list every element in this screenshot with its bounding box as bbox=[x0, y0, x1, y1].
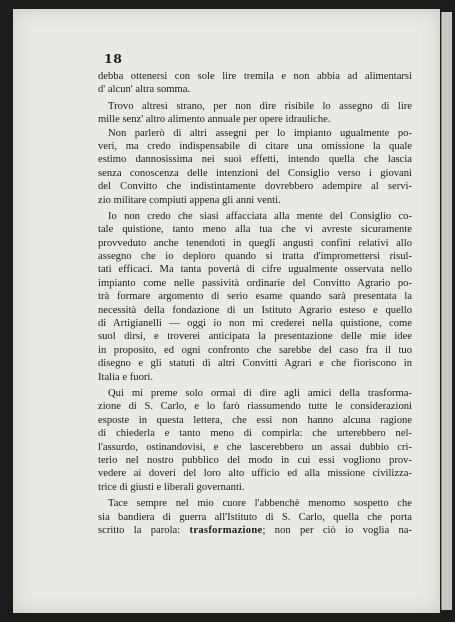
text-line: zio militare compiuti appena gli anni venti. bbox=[98, 194, 281, 206]
text-line-start: scritto la parola: bbox=[98, 524, 190, 536]
text-line-end: ; non per ciò io voglia na- bbox=[262, 524, 412, 536]
text-line: debba ottenersi con sole lire tremila e non abbia ad alimentarsi bbox=[98, 71, 412, 82]
text-line: di Artigianelli — oggi io non mi crederei nella quistione, come bbox=[98, 318, 412, 330]
text-line: trà formare argomento di serio esame quando sarà presentata la bbox=[98, 291, 412, 303]
text-line: di chiederla e tanto meno di compirla: che urterebbero nel- bbox=[98, 428, 412, 440]
text-line: vedere ai doveri del loro alto ufficio ed alla missione civilizza- bbox=[98, 468, 412, 480]
text-line: l'assurdo, ostinandovisi, e che lascerebbero un assai dubbio cri- bbox=[98, 441, 412, 453]
text-line: esposte in questa lettera, che essi non hanno alcuna ragione bbox=[98, 414, 412, 426]
text-line: mille senz' altro alimento annuale per opere idrauliche. bbox=[98, 114, 331, 126]
text-line: suol dirsi, e troverei anticipata la presentazione delle mie idee bbox=[98, 331, 412, 343]
text-line: in proposito, ed ogni confronto che sarebbe del caso fra il tuo bbox=[98, 344, 412, 356]
emphasized-word: trasformazione bbox=[189, 524, 263, 536]
page-edge bbox=[441, 12, 452, 610]
text-line: Tace sempre nel mio cuore l'abbenchè menomo sospetto che bbox=[108, 498, 412, 510]
text-line: tale quistione, tanto meno alla tua che vi avreste sicuramente bbox=[98, 224, 412, 236]
text-line: provveduto anche tenendoti in quegli angusti confini relativi allo bbox=[98, 237, 412, 249]
text-line: Non parlerò di altri assegni per lo impianto ugualmente po- bbox=[108, 127, 412, 139]
text-line: necessità della fondazione di un Istituto Agrario esteso e quello bbox=[98, 304, 412, 316]
text-line: estimo dannosissima nei suoi effetti, intendo quella che lascia bbox=[98, 154, 412, 166]
page-number: 18 bbox=[104, 51, 123, 66]
text-line: zione di S. Carlo, e lo farò riassumendo tutte le considerazioni bbox=[98, 401, 412, 413]
text-line: impianto come nelle passività ordinarie del Convitto Agrario po- bbox=[98, 277, 412, 289]
text-line: trice di giusti e liberali governanti. bbox=[98, 481, 245, 493]
text-line: Trovo altresì strano, per non dire risibile lo assegno di lire bbox=[108, 100, 412, 112]
body-text bbox=[98, 70, 412, 537]
text-line: tati efficaci. Ma tanta povertà di cifre ugualmente osservata nello bbox=[98, 264, 412, 276]
text-line: disegno e gli statuti di altri Convitti Agrari e che fioriscono in bbox=[98, 358, 412, 370]
text-line: Qui mi preme solo ormai di dire agli amici della trasforma- bbox=[108, 387, 412, 399]
text-line: terio nel nostro pubblico del modo in cui essi vogliono prov- bbox=[98, 454, 412, 466]
text-line: Italia e fuori. bbox=[98, 371, 154, 383]
text-line: veri, ma credo indispensabile di citare una omissione la quale bbox=[98, 140, 412, 152]
text-line: Io non credo che siasi affacciata alla mente del Consiglio co- bbox=[108, 210, 412, 222]
text-line: sia bandiera di guerra all'Istituto di S. Carlo, quella che porta bbox=[98, 511, 412, 523]
text-line bbox=[98, 524, 412, 537]
text-line: d' alcun' altra somma. bbox=[98, 84, 191, 96]
text-line: senza conoscenza delle intenzioni del Consiglio verso i giovani bbox=[98, 167, 412, 179]
text-line: assegno che io deploro quando si tratta d'impromettersi risul- bbox=[98, 251, 412, 263]
text-line: del Convitto che indistintamente dovrebbero adempire al servi- bbox=[98, 181, 412, 193]
